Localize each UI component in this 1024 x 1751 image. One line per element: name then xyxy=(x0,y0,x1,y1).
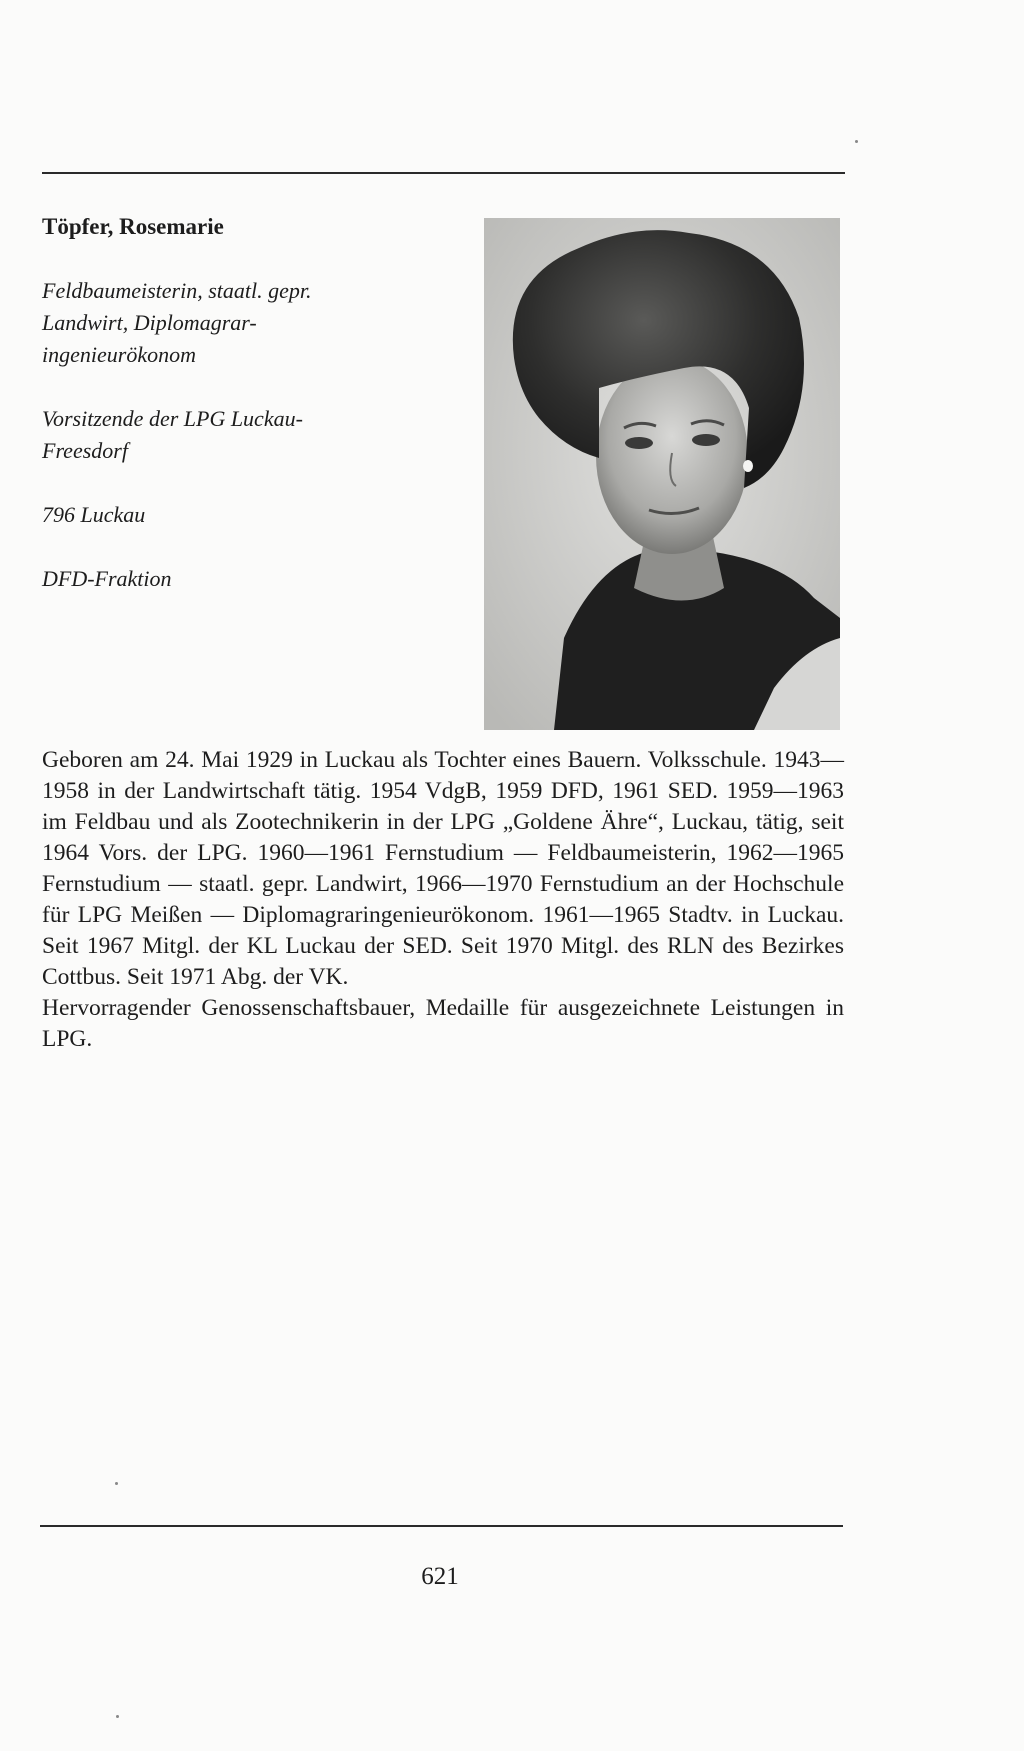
scan-speck xyxy=(116,1715,119,1718)
position: Vorsitzende der LPG Luckau- Freesdorf xyxy=(42,406,303,463)
faction: DFD-Fraktion xyxy=(42,566,172,591)
portrait-illustration xyxy=(484,218,840,730)
top-rule xyxy=(42,172,845,174)
profession: Feldbaumeisterin, staatl. gepr. Landwirt, Diplomagrar- ingenieurökonom xyxy=(42,278,312,367)
awards-text: Hervorragender Genossenschaftsbauer, Medaille für ausgezeichnete Leistungen in LPG. xyxy=(42,995,844,1052)
biography xyxy=(42,745,844,1055)
biography-text: Geboren am 24. Mai 1929 in Luckau als Tochter eines Bauern. Volksschule. 1943—1958 in der Landwirtschaft tätig. 1954 VdgB, 1959 DFD, 1961 SED. 1959—1963 im Feldbau und als Zootechnikerin in der LPG „Goldene Ähre“, Luckau, tätig, seit 1964 Vors. der LPG. 1960—1961 Fernstudium — Feldbaumeisterin, 1962—1965 Fernstudium — staatl. gepr. Landwirt, 1966—1970 Fernstudium an der Hochschule für LPG Meißen — Diplomagraringenieurökonom. 1961—1965 Stadtv. in Luckau. Seit 1967 Mitgl. der KL Luckau der SED. Seit 1970 Mitgl. des RLN des Bezirkes Cottbus. Seit 1971 Abg. der VK. xyxy=(42,747,844,990)
address: 796 Luckau xyxy=(42,502,146,527)
portrait-photo xyxy=(484,218,840,730)
scan-speck xyxy=(115,1482,118,1485)
person-name: Töpfer, Rosemarie xyxy=(42,214,224,239)
scan-speck xyxy=(855,140,858,143)
page-number: 621 xyxy=(421,1563,459,1590)
person-details xyxy=(42,275,422,627)
bottom-rule xyxy=(40,1525,843,1527)
